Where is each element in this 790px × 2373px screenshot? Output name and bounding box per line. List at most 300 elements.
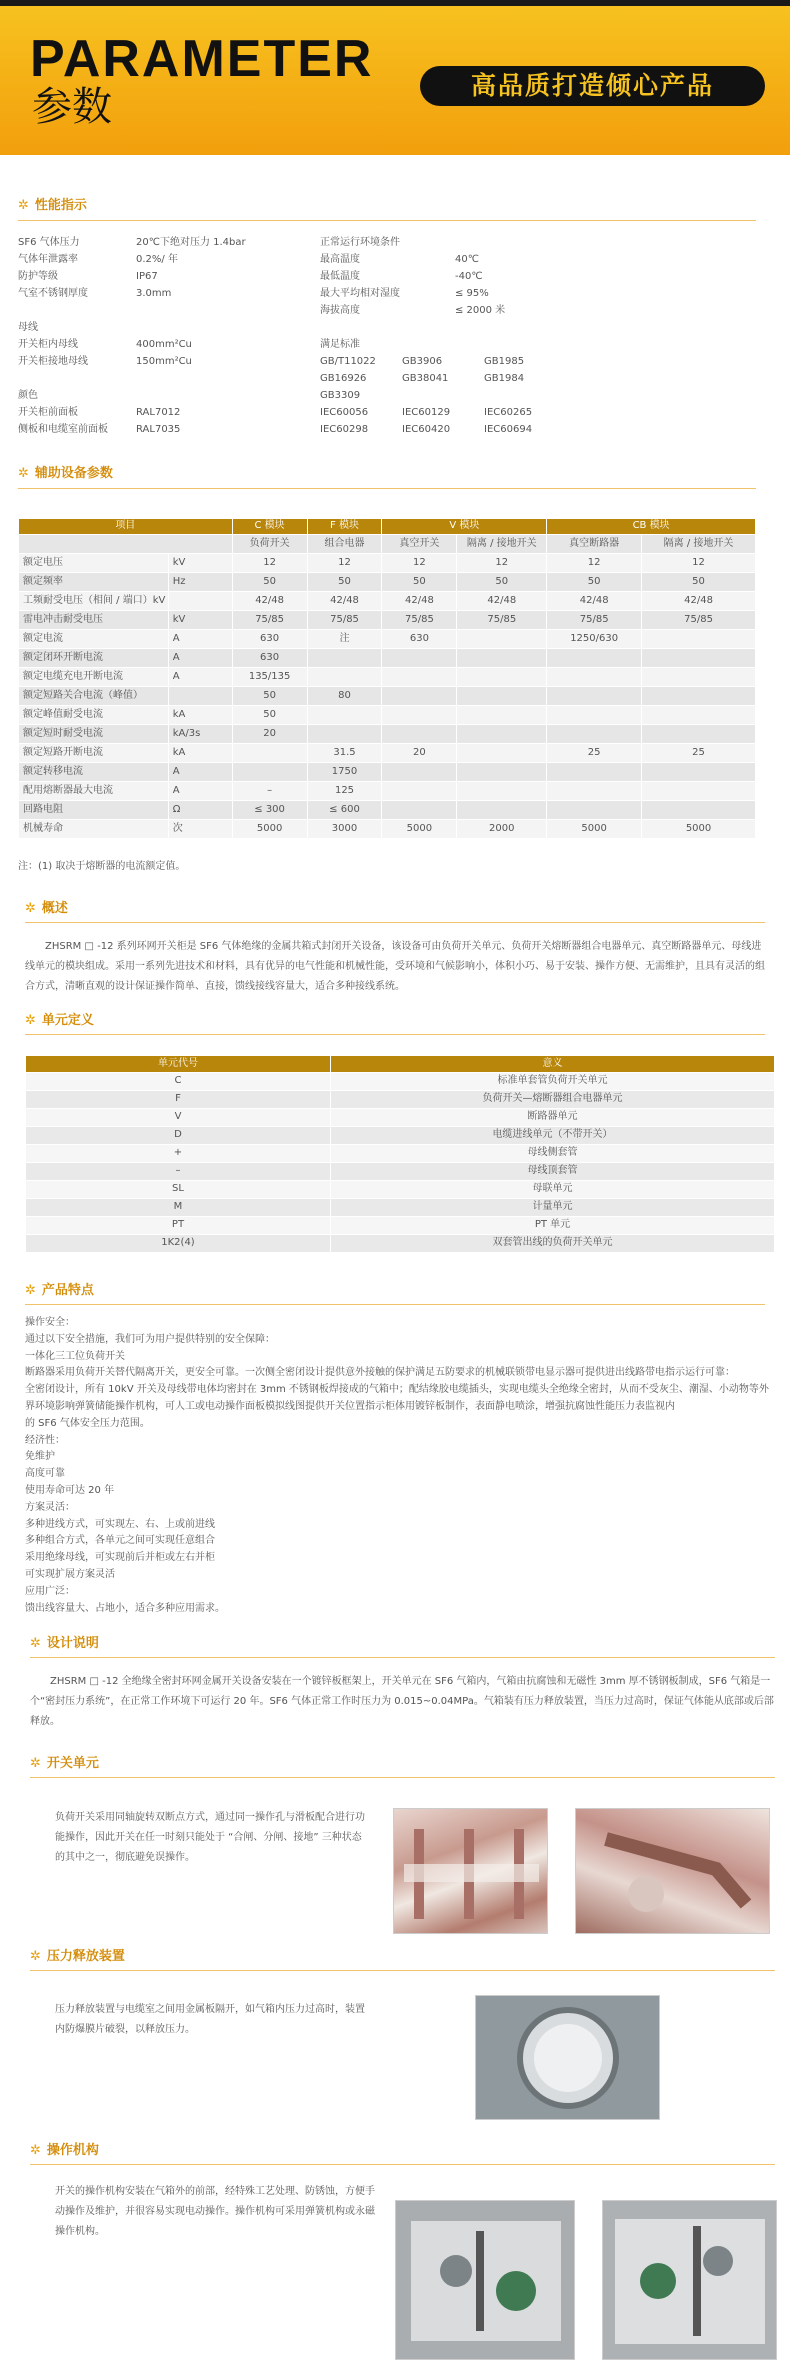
row-label: 配用熔断器最大电流: [19, 782, 169, 801]
row-label: 额定转移电流: [19, 763, 169, 782]
table-cell: [547, 668, 642, 687]
perf-label: SF6 气体压力: [18, 237, 80, 248]
unit-code: M: [26, 1199, 331, 1217]
perf-value: 0.2%/ 年: [136, 254, 178, 265]
perf-label: 开关柜内母线: [18, 339, 78, 350]
star-icon: ✲: [18, 197, 29, 213]
table-header-row: [19, 519, 756, 535]
row-label: 额定电压: [19, 554, 169, 573]
row-unit: A: [168, 763, 232, 782]
divider: [25, 1304, 765, 1305]
perf-value: 3.0mm: [136, 288, 172, 299]
table-row: [26, 1073, 775, 1091]
table-cell: 50: [232, 706, 307, 725]
unit-meaning: 双套管出线的负荷开关单元: [331, 1235, 775, 1253]
divider: [18, 488, 756, 489]
divider: [30, 1657, 775, 1658]
table-cell: [382, 687, 457, 706]
table-cell: [642, 706, 756, 725]
perf-row: [18, 355, 318, 372]
perf-label: 母线: [18, 322, 38, 333]
row-unit: A: [168, 782, 232, 801]
table-row: [19, 687, 756, 706]
table-cell: [642, 782, 756, 801]
table-cell: [232, 763, 307, 782]
table-cell: [457, 649, 547, 668]
perf-row: [18, 236, 318, 253]
env-label: 海拔高度: [320, 305, 360, 316]
std-cell: GB3906: [402, 356, 443, 367]
star-icon: ✲: [30, 1755, 41, 1771]
unit-code: V: [26, 1109, 331, 1127]
table-row: [19, 668, 756, 687]
row-unit: 次: [168, 820, 232, 839]
table-header-cell: 意义: [331, 1056, 775, 1073]
std-cell: GB3309: [320, 390, 361, 401]
unit-meaning: 母线侧套管: [331, 1145, 775, 1163]
table-cell: 12: [547, 554, 642, 573]
table-cell: [382, 782, 457, 801]
env-title: 正常运行环境条件: [320, 237, 400, 248]
table-cell: 75/85: [382, 611, 457, 630]
table-cell: [547, 725, 642, 744]
table-subheader-cell: 真空开关: [382, 535, 457, 554]
table-cell: 1750: [307, 763, 382, 782]
perf-row: [18, 372, 318, 389]
table-cell: 2000: [457, 820, 547, 839]
table-cell: [457, 668, 547, 687]
table-cell: 50: [232, 573, 307, 592]
perf-left-list: [18, 236, 318, 440]
table-cell: 20: [232, 725, 307, 744]
divider: [30, 2164, 775, 2165]
table-cell: 12: [307, 554, 382, 573]
table-cell: 630: [382, 630, 457, 649]
table-header-cell: V 模块: [382, 519, 547, 535]
table-note: 注：(1) 取决于熔断器的电流额定值。: [18, 861, 186, 872]
banner-slogan: 高品质打造倾心产品: [420, 66, 765, 106]
banner-top-stripe: [0, 0, 790, 6]
row-label: 额定峰值耐受电流: [19, 706, 169, 725]
divider: [30, 1970, 775, 1971]
table-cell: 1250/630: [547, 630, 642, 649]
table-cell: 75/85: [547, 611, 642, 630]
overview-text: ZHSRM □ -12 系列环网开关柜是 SF6 气体绝缘的金属共箱式封闭开关设备，该设备可由负荷开关单元、负荷开关熔断器组合电器单元、真空断路器单元、母线进线单元的模块组成。采用一系列先进技术和材料，具有优异的电气性能和机械性能，受环境和气候影响小，体积小巧、易于安装、操作方便、无需维护，且具有灵活的组合方式，清晰直观的设计保证操作简单、直接，馈线接线容量大，适合多种接线系统。: [25, 941, 765, 992]
table-header-cell: C 模块: [232, 519, 307, 535]
table-row: [19, 649, 756, 668]
feature-line: 全密闭设计，所有 10kV 开关及母线带电体均密封在 3mm 不锈钢板焊接成的气箱中；配结缘胶电缆插头，实现电缆头全绝缘全密封，从而不受灰尘、潮湿、小动物等外界环境影响弹簧储能操作机构，可人工或电动操作面板模拟线图提供开关位置指示柜体用镀锌板制作，表面静电喷涂，增强抗腐蚀性能压力表监视内: [25, 1384, 769, 1412]
table-subheader-cell: 组合电器: [307, 535, 382, 554]
row-unit: Hz: [168, 573, 232, 592]
table-header-cell: 项目: [19, 519, 233, 535]
perf-label: 开关柜接地母线: [18, 356, 88, 367]
table-cell: [642, 668, 756, 687]
table-header-cell: F 模块: [307, 519, 382, 535]
switch-text: 负荷开关采用同轴旋转双断点方式，通过同一操作孔与滑板配合进行功能操作，因此开关在任一时刻只能处于 “合闸、分闸、接地” 三种状态的其中之一，彻底避免误操作。: [55, 1812, 365, 1863]
perf-value: RAL7012: [136, 407, 181, 418]
star-icon: ✲: [25, 1012, 36, 1028]
relief-photo-graphic: [476, 1996, 660, 2120]
table-cell: [382, 763, 457, 782]
perf-label: 开关柜前面板: [18, 407, 78, 418]
std-cell: GB1985: [484, 356, 525, 367]
table-cell: 42/48: [382, 592, 457, 611]
table-cell: [642, 763, 756, 782]
perf-row: [18, 253, 318, 270]
table-cell: [382, 649, 457, 668]
mechanism-photo-1: [395, 2200, 575, 2360]
banner-title-cn: 参数: [32, 84, 112, 130]
table-row: [19, 725, 756, 744]
table-cell: 42/48: [642, 592, 756, 611]
perf-row: [18, 389, 318, 406]
table-row: [26, 1109, 775, 1127]
design-text: ZHSRM □ -12 全绝缘全密封环网金属开关设备安装在一个镀锌板框架上，开关单元在 SF6 气箱内，气箱由抗腐蚀和无磁性 3mm 厚不锈钢板制成，SF6 气箱是一个“密封压力系统”，在正常工作环境下可运行 20 年。SF6 气体正常工作时压力为 0.015~0.04MPa。气箱装有压力释放装置，当压力过高时，保证气体能从底部或后部释放。: [30, 1676, 774, 1727]
table-subheader-cell: 负荷开关: [232, 535, 307, 554]
env-value: ≤ 2000 米: [455, 305, 506, 316]
table-cell: 135/135: [232, 668, 307, 687]
perf-value: 400mm²Cu: [136, 339, 192, 350]
std-row: [320, 423, 740, 440]
table-cell: 50: [457, 573, 547, 592]
feature-line: 高度可靠: [25, 1468, 65, 1480]
table-cell: [457, 763, 547, 782]
row-label: 工频耐受电压（相间 / 端口）kV: [19, 592, 169, 611]
row-unit: [168, 687, 232, 706]
row-unit: kA/3s: [168, 725, 232, 744]
feature-line: 馈出线容量大、占地小，适合多种应用需求。: [25, 1602, 225, 1614]
table-subheader-cell: 真空断路器: [547, 535, 642, 554]
perf-row: [18, 321, 318, 338]
table-cell: [547, 801, 642, 820]
switch-unit-photo-2: [575, 1808, 770, 1934]
table-row: [19, 820, 756, 839]
table-cell: 80: [307, 687, 382, 706]
table-subheader-row: [19, 535, 756, 554]
table-cell: 75/85: [457, 611, 547, 630]
switch-unit-photo-1: [393, 1808, 548, 1934]
unit-code: 1K2(4): [26, 1235, 331, 1253]
std-cell: GB1984: [484, 373, 525, 384]
unit-code: SL: [26, 1181, 331, 1199]
table-cell: [307, 706, 382, 725]
section-title-mechanism: ✲ 操作机构: [30, 2142, 99, 2160]
feature-line: 方案灵活：: [25, 1501, 75, 1513]
perf-row: [18, 338, 318, 355]
row-label: 雷电冲击耐受电压: [19, 611, 169, 630]
unit-meaning: 标准单套管负荷开关单元: [331, 1073, 775, 1091]
std-cell: [484, 389, 566, 406]
row-label: 额定电流: [19, 630, 169, 649]
table-row: [19, 592, 756, 611]
star-icon: ✲: [18, 465, 29, 481]
table-cell: 630: [232, 649, 307, 668]
table-row: [26, 1091, 775, 1109]
std-cell: IEC60298: [320, 424, 369, 435]
table-cell: [642, 630, 756, 649]
row-label: 额定短路关合电流（峰值）: [19, 687, 169, 706]
table-subheader-cell: [19, 535, 233, 554]
env-row: [320, 304, 740, 321]
table-row: [19, 801, 756, 820]
table-cell: [382, 725, 457, 744]
perf-value: RAL7035: [136, 424, 181, 435]
perf-label: 颜色: [18, 390, 38, 401]
table-cell: [307, 725, 382, 744]
table-row: [26, 1217, 775, 1235]
table-cell: 31.5: [307, 744, 382, 763]
table-cell: 42/48: [307, 592, 382, 611]
table-row: [19, 782, 756, 801]
table-row: [19, 554, 756, 573]
table-row: [26, 1163, 775, 1181]
table-cell: [642, 725, 756, 744]
table-header-row: [26, 1056, 775, 1073]
unit-code: –: [26, 1163, 331, 1181]
perf-label: 防护等级: [18, 271, 58, 282]
table-cell: 3000: [307, 820, 382, 839]
row-unit: A: [168, 668, 232, 687]
table-cell: [382, 668, 457, 687]
section-title-switch: ✲ 开关单元: [30, 1755, 99, 1773]
unit-meaning: 断路器单元: [331, 1109, 775, 1127]
perf-row: [18, 287, 318, 304]
table-cell: 75/85: [307, 611, 382, 630]
perf-label: 气体年泄露率: [18, 254, 78, 265]
row-unit: kV: [168, 611, 232, 630]
section-title-units: ✲ 单元定义: [25, 1012, 94, 1030]
env-value: 40℃: [455, 254, 479, 265]
table-cell: 125: [307, 782, 382, 801]
table-subheader-cell: 隔离 / 接地开关: [642, 535, 756, 554]
unit-code: D: [26, 1127, 331, 1145]
row-unit: Ω: [168, 801, 232, 820]
row-label: 机械寿命: [19, 820, 169, 839]
env-value: ≤ 95%: [455, 288, 489, 299]
table-cell: 42/48: [457, 592, 547, 611]
table-cell: [457, 782, 547, 801]
section-title-perf: ✲ 性能指示: [18, 197, 87, 215]
table-row: [26, 1181, 775, 1199]
table-cell: –: [232, 782, 307, 801]
divider: [25, 1034, 765, 1035]
table-cell: 25: [642, 744, 756, 763]
section-title-aux: ✲ 辅助设备参数: [18, 465, 113, 483]
table-cell: 630: [232, 630, 307, 649]
table-cell: [382, 801, 457, 820]
table-cell: 75/85: [642, 611, 756, 630]
unit-meaning: 母线顶套管: [331, 1163, 775, 1181]
feature-line: 免维护: [25, 1451, 55, 1463]
row-unit: A: [168, 630, 232, 649]
feature-line: 可实现扩展方案灵活: [25, 1568, 115, 1580]
env-label: 最低温度: [320, 271, 360, 282]
perf-row: [18, 406, 318, 423]
table-cell: 50: [307, 573, 382, 592]
table-cell: [232, 744, 307, 763]
perf-right-list: [320, 236, 740, 440]
banner-title-en: PARAMETER: [30, 30, 374, 88]
table-cell: 12: [382, 554, 457, 573]
mechanism-photo-graphic: [396, 2201, 575, 2360]
table-cell: ≤ 300: [232, 801, 307, 820]
table-cell: [642, 649, 756, 668]
table-cell: 42/48: [547, 592, 642, 611]
feature-line: 多种进线方式，可实现左、右、上或前进线: [25, 1518, 215, 1530]
table-cell: [642, 687, 756, 706]
table-cell: 50: [232, 687, 307, 706]
table-cell: [457, 744, 547, 763]
std-cell: GB16926: [320, 373, 367, 384]
table-cell: [642, 801, 756, 820]
row-unit: kV: [168, 554, 232, 573]
unit-meaning: 负荷开关—熔断器组合电器单元: [331, 1091, 775, 1109]
feature-line: 操作安全：: [25, 1317, 75, 1328]
table-row: [19, 630, 756, 649]
unit-meaning: 电缆进线单元（不带开关）: [331, 1127, 775, 1145]
row-label: 额定电缆充电开断电流: [19, 668, 169, 687]
features-list: [25, 1315, 775, 1617]
env-row: [320, 287, 740, 304]
std-row: [320, 389, 740, 406]
perf-label: [18, 372, 136, 389]
table-row: [26, 1235, 775, 1253]
std-row: [320, 406, 740, 423]
divider: [18, 220, 756, 221]
table-header-cell: 单元代号: [26, 1056, 331, 1073]
table-cell: [547, 782, 642, 801]
table-cell: 12: [232, 554, 307, 573]
unit-code: +: [26, 1145, 331, 1163]
table-cell: [547, 706, 642, 725]
table-cell: 42/48: [232, 592, 307, 611]
feature-line: 一体化三工位负荷开关: [25, 1350, 125, 1362]
perf-value: IP67: [136, 271, 158, 282]
spacer: [320, 321, 740, 338]
perf-label: 侧板和电缆室前面板: [18, 424, 108, 435]
table-cell: [547, 763, 642, 782]
table-row: [19, 611, 756, 630]
table-cell: 50: [547, 573, 642, 592]
unit-definition-table: [25, 1055, 775, 1253]
section-title-relief: ✲ 压力释放装置: [30, 1948, 125, 1966]
row-unit: [168, 592, 232, 611]
row-unit: kA: [168, 706, 232, 725]
std-row: [320, 355, 740, 372]
section-title-design: ✲ 设计说明: [30, 1635, 99, 1653]
feature-line: 通过以下安全措施，我们可为用户提供特别的安全保障：: [25, 1333, 275, 1345]
perf-label: [18, 304, 136, 321]
perf-value: 20℃下绝对压力 1.4bar: [136, 237, 246, 248]
switch-photo-graphic: [576, 1809, 770, 1934]
feature-line: 应用广泛：: [25, 1585, 75, 1597]
table-cell: 50: [642, 573, 756, 592]
table-cell: [382, 706, 457, 725]
row-label: 额定短时耐受电流: [19, 725, 169, 744]
table-cell: [457, 725, 547, 744]
table-cell: [307, 649, 382, 668]
env-label: 最高温度: [320, 254, 360, 265]
perf-row: [18, 304, 318, 321]
relief-text: 压力释放装置与电缆室之间用金属板隔开，如气箱内压力过高时，装置内防爆膜片破裂，以释放压力。: [55, 2004, 365, 2035]
perf-label: 气室不锈钢厚度: [18, 288, 88, 299]
row-unit: kA: [168, 744, 232, 763]
table-row: [19, 763, 756, 782]
star-icon: ✲: [30, 1635, 41, 1651]
std-row: [320, 372, 740, 389]
table-cell: [547, 687, 642, 706]
table-cell: 12: [457, 554, 547, 573]
feature-line: 使用寿命可达 20 年: [25, 1484, 115, 1496]
std-cell: IEC60129: [402, 407, 451, 418]
table-cell: 75/85: [232, 611, 307, 630]
divider: [25, 922, 765, 923]
env-row: [320, 253, 740, 270]
unit-meaning: 计量单元: [331, 1199, 775, 1217]
unit-meaning: 母联单元: [331, 1181, 775, 1199]
table-header-cell: CB 模块: [547, 519, 756, 535]
divider: [30, 1777, 775, 1778]
aux-params-table: [18, 518, 756, 839]
table-cell: [457, 687, 547, 706]
table-cell: [547, 649, 642, 668]
std-cell: GB/T11022: [320, 356, 376, 367]
table-cell: 50: [382, 573, 457, 592]
std-cell: GB38041: [402, 373, 449, 384]
table-row: [19, 744, 756, 763]
feature-line: 采用绝缘母线，可实现前后并柜或左右并柜: [25, 1552, 215, 1564]
row-unit: A: [168, 649, 232, 668]
perf-row: [18, 423, 318, 440]
unit-code: C: [26, 1073, 331, 1091]
switch-photo-graphic: [394, 1809, 548, 1934]
unit-code: PT: [26, 1217, 331, 1235]
mechanism-photo-2: [602, 2200, 777, 2360]
table-cell: 5000: [232, 820, 307, 839]
perf-row: [18, 270, 318, 287]
table-subheader-cell: 隔离 / 接地开关: [457, 535, 547, 554]
relief-photo: [475, 1995, 660, 2120]
env-label: 最大平均相对湿度: [320, 288, 400, 299]
row-label: 回路电阻: [19, 801, 169, 820]
row-label: 额定闭环开断电流: [19, 649, 169, 668]
table-cell: [457, 706, 547, 725]
table-row: [19, 706, 756, 725]
header-banner: [0, 0, 790, 155]
star-icon: ✲: [30, 2142, 41, 2158]
row-label: 额定频率: [19, 573, 169, 592]
star-icon: ✲: [30, 1948, 41, 1964]
std-cell: IEC60265: [484, 407, 533, 418]
table-cell: 12: [642, 554, 756, 573]
table-cell: 20: [382, 744, 457, 763]
table-cell: 5000: [382, 820, 457, 839]
row-label: 额定短路开断电流: [19, 744, 169, 763]
table-cell: [457, 630, 547, 649]
table-cell: 5000: [547, 820, 642, 839]
feature-line: 的 SF6 气体安全压力范围。: [25, 1417, 150, 1429]
feature-line: 经济性：: [25, 1434, 65, 1446]
table-row: [26, 1199, 775, 1217]
section-title-overview: ✲ 概述: [25, 900, 68, 918]
table-cell: [457, 801, 547, 820]
unit-meaning: PT 单元: [331, 1217, 775, 1235]
table-row: [19, 573, 756, 592]
table-row: [26, 1145, 775, 1163]
table-cell: 5000: [642, 820, 756, 839]
mechanism-text: 开关的操作机构安装在气箱外的前部，经特殊工艺处理、防锈蚀，方便手动操作及维护，并很容易实现电动操作。操作机构可采用弹簧机构或永磁操作机构。: [55, 2186, 375, 2237]
env-row: [320, 270, 740, 287]
